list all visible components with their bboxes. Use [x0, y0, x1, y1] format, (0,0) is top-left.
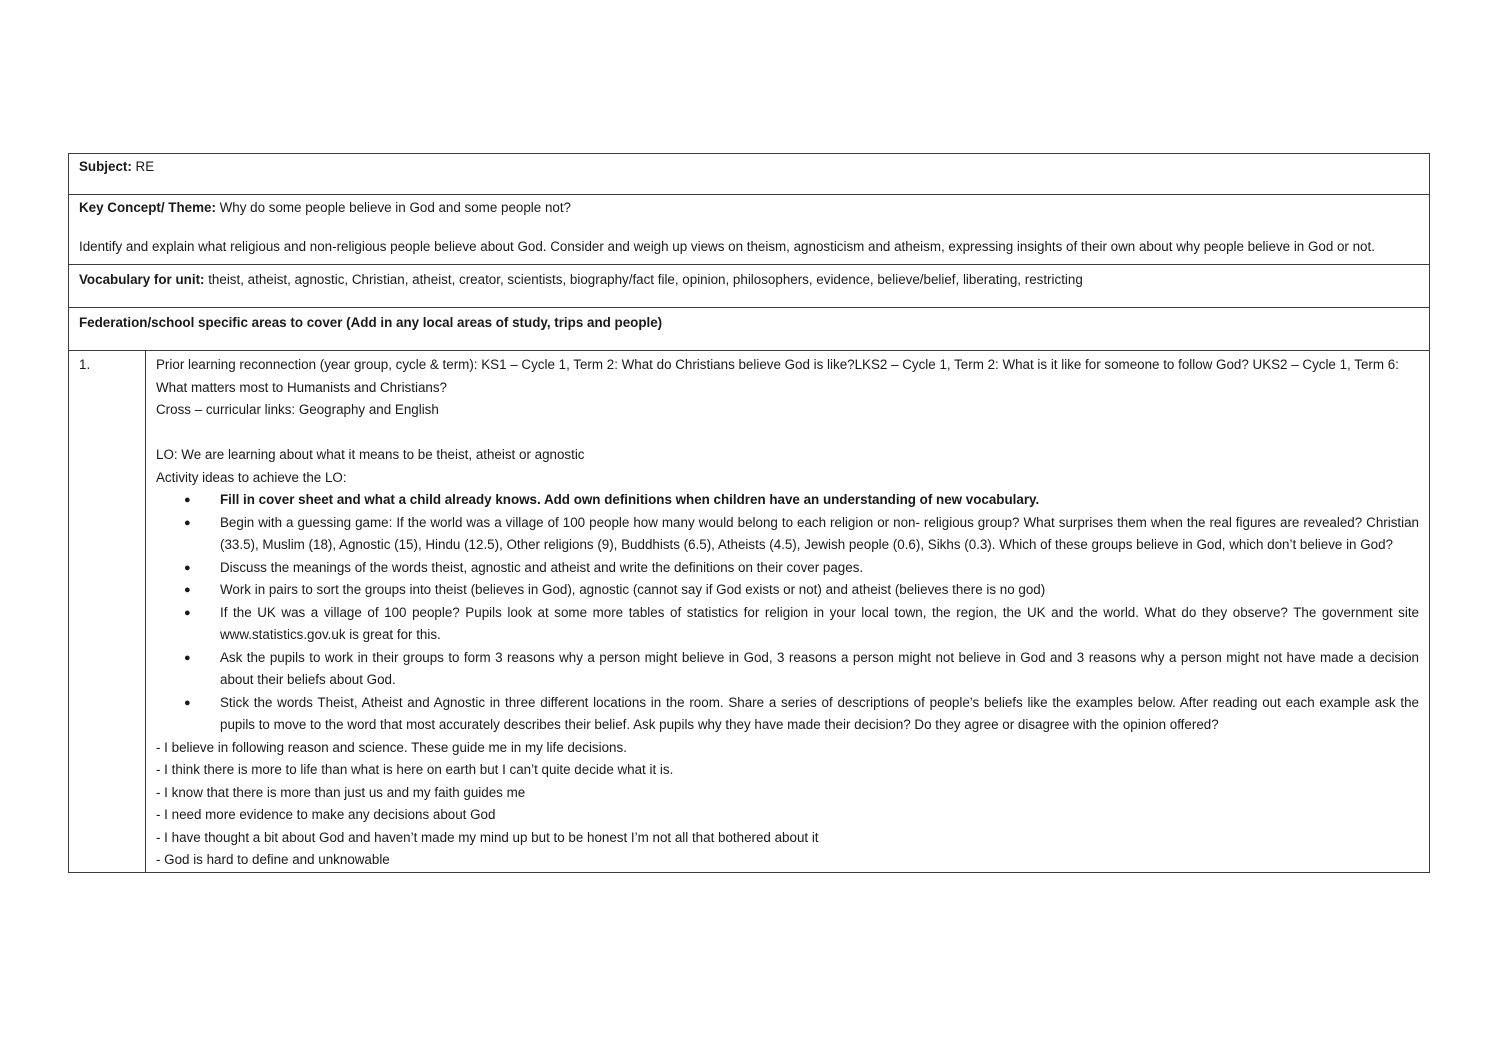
subject-value: RE	[131, 159, 155, 174]
learning-objective: LO: We are learning about what it means to be theist, atheist or agnostic	[156, 447, 585, 462]
vocabulary-cell	[69, 265, 1430, 308]
lesson-row	[69, 351, 1430, 873]
vocabulary-value: theist, atheist, agnostic, Christian, atheist, creator, scientists, biography/fact file, opinion, philosophers, evidence, believe/belief, liberating, restricting	[204, 272, 1083, 287]
example-belief: - I know that there is more than just us and my faith guides me	[156, 784, 526, 800]
bullet-icon: ●	[184, 516, 191, 529]
lesson-number: 1.	[79, 357, 91, 372]
federation-cell	[69, 308, 1430, 351]
unit-plan-table	[68, 153, 1430, 873]
example-belief: - I need more evidence to make any decisions about God	[156, 807, 496, 822]
example-belief: - I have thought a bit about God and haven’t made my mind up but to be honest I’m not all that bothered about it	[156, 829, 819, 845]
vocabulary-label: Vocabulary for unit:	[79, 272, 205, 287]
activity-list	[156, 489, 1419, 737]
subject-row	[69, 154, 1430, 195]
bullet-icon: ●	[184, 651, 191, 664]
key-concept-row	[69, 195, 1430, 265]
prior-learning: Prior learning reconnection (year group, cycle & term): KS1 – Cycle 1, Term 2: What do Christians believe God is like?LKS2 – Cycle 1, Term 2: What is it like for someone to follow God? UKS2 – Cycle 1, Term 6: What matters most to Humanists and Christians?	[156, 357, 1399, 395]
activity-item: ● If the UK was a village of 100 people? Pupils look at some more tables of statistics for religion in your local town, the region, the UK and the world. What do they observe? The government site www.statistics.gov.uk is great for this.	[156, 602, 1419, 647]
bullet-icon: ●	[184, 584, 191, 596]
activity-item: ● Fill in cover sheet and what a child already knows. Add own definitions when children have an understanding of new vocabulary.	[156, 489, 1419, 512]
bullet-icon: ●	[184, 494, 191, 506]
bullet-icon: ●	[184, 606, 191, 619]
bullet-icon: ●	[184, 561, 191, 574]
activity-item: ● Stick the words Theist, Atheist and Agnostic in three different locations in the room. Share a series of descriptions of people’s beliefs like the examples below. After reading out each example ask the pupils to move to the word that most accurately describes their belief. Ask pupils why they have made their decision? Do they agree or disagree with the opinion offered?	[156, 692, 1419, 737]
federation-label: Federation/school specific areas to cover (Add in any local areas of study, trips and people)	[79, 315, 663, 330]
example-belief: - I think there is more to life than what is here on earth but I can’t quite decide what it is.	[156, 762, 674, 777]
subject-label: Subject:	[79, 159, 132, 174]
subject-cell	[69, 154, 1430, 195]
bullet-icon: ●	[184, 696, 191, 709]
lesson-content-cell	[146, 351, 1430, 873]
lesson-number-cell	[69, 351, 146, 873]
key-concept-value: Why do some people believe in God and some people not?	[215, 200, 572, 215]
example-belief: - I believe in following reason and science. These guide me in my life decisions.	[156, 739, 627, 755]
federation-row	[69, 308, 1430, 351]
activity-item: ● Discuss the meanings of the words theist, agnostic and atheist and write the definitions on their cover pages.	[156, 557, 1419, 580]
key-concept-cell	[69, 195, 1430, 265]
cross-curricular-links: Cross – curricular links: Geography and English	[156, 402, 439, 417]
activity-item: ● Ask the pupils to work in their groups to form 3 reasons why a person might believe in God, 3 reasons a person might not believe in God and 3 reasons why a person might not have made a decision about their beliefs about God.	[156, 647, 1419, 692]
activity-item: ● Work in pairs to sort the groups into theist (believes in God), agnostic (cannot say if God exists or not) and atheist (believes there is no god)	[156, 579, 1419, 602]
activity-intro: Activity ideas to achieve the LO:	[156, 469, 347, 485]
vocabulary-row	[69, 265, 1430, 308]
example-belief: - God is hard to define and unknowable	[156, 852, 390, 867]
key-concept-label: Key Concept/ Theme:	[79, 200, 216, 215]
example-beliefs	[156, 737, 1419, 872]
key-concept-description: Identify and explain what religious and non-religious people believe about God. Consider and weigh up views on theism, agnosticism and atheism, expressing insights of their own about why people believe in God or not.	[79, 238, 1375, 254]
activity-item: ● Begin with a guessing game: If the world was a village of 100 people how many would belong to each religion or non- religious group? What surprises them when the real figures are revealed? Christian (33.5), Muslim (18), Agnostic (15), Hindu (12.5), Other religions (9), Buddhists (6.5), Atheists (4.5), Jewish people (0.6), Sikhs (0.3). Which of these groups believe in God, which don’t believe in God?	[156, 512, 1419, 557]
